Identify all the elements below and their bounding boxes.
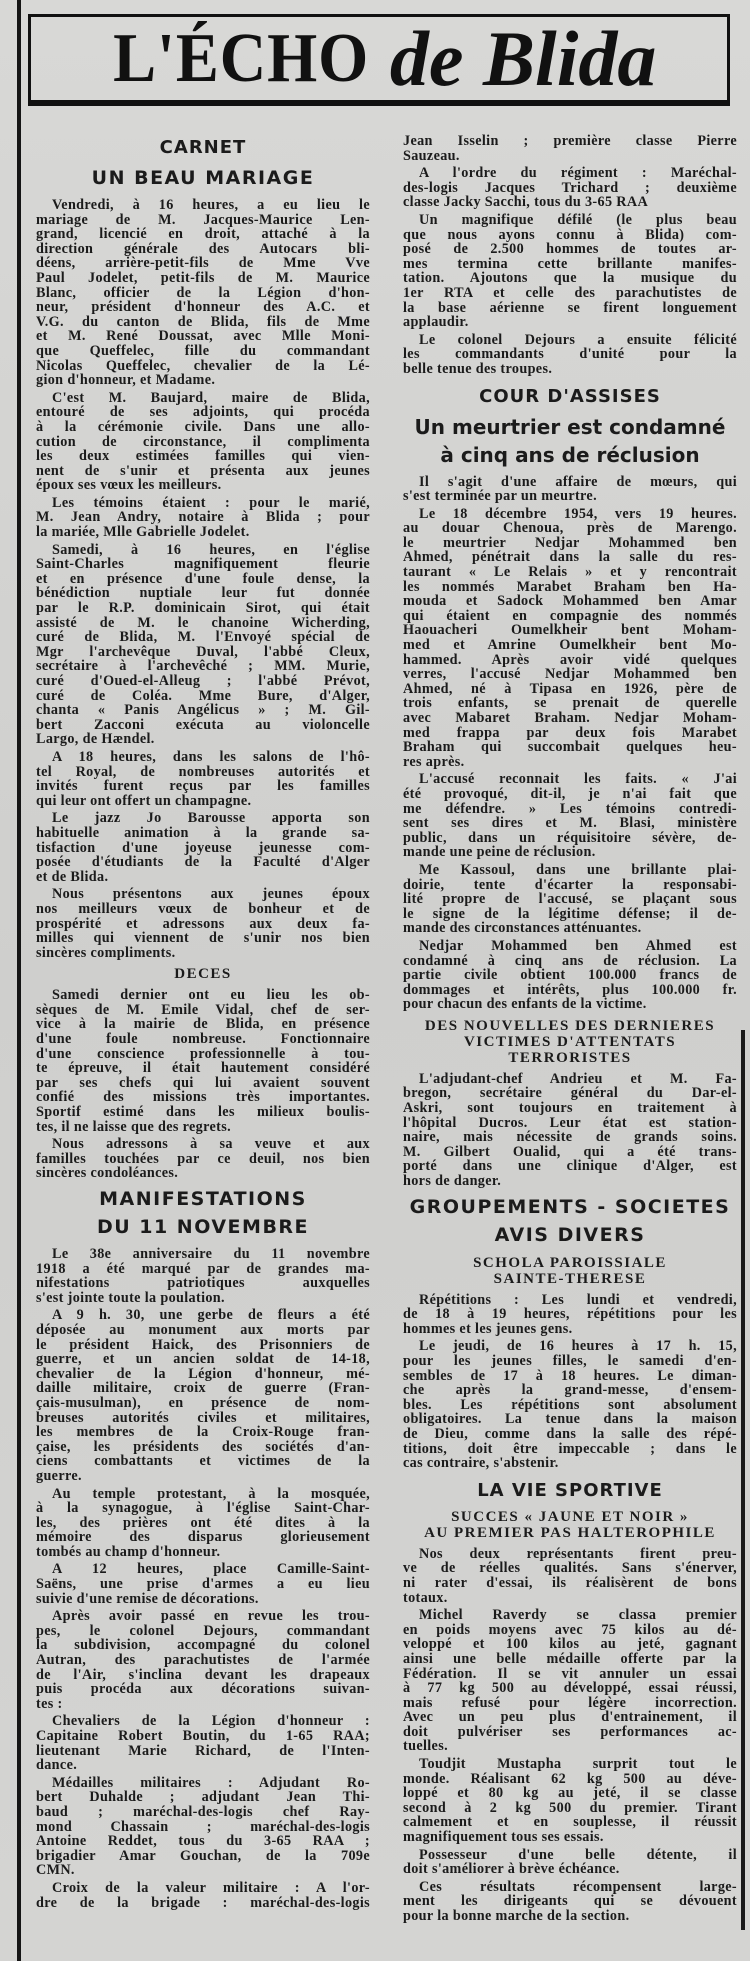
heading-line: COUR D'ASSISES: [479, 385, 661, 407]
article-heading: [403, 1193, 737, 1249]
text-line: chevalier de la Légion d'honneur, mé-: [36, 1366, 370, 1382]
article-paragraph: [36, 1308, 370, 1483]
text-line: sincères compliments.: [36, 945, 176, 961]
text-line: V.G. du canton de Blida, fils de Mme: [36, 314, 370, 330]
text-line: Répétitions : Les lundi et vendredi,: [419, 1292, 737, 1308]
text-line: me défendre. » Les témoins contredi-: [403, 801, 737, 817]
text-line: entouré de ses adjoints, qui procéda: [36, 405, 370, 420]
article-paragraph: [403, 1293, 737, 1337]
text-line: Largo, de Hændel.: [36, 732, 155, 747]
text-line: à 77 kg 500 au développé, essai réussi,: [403, 1681, 737, 1696]
text-line: Possesseur d'une belle détente, il: [419, 1847, 737, 1863]
text-line: nent de s'unir et présenta aux jeunes: [36, 463, 370, 479]
heading-line: MANIFESTATIONS: [99, 1188, 307, 1210]
text-line: mes termina cette brillante manifes-: [403, 256, 737, 272]
text-line: cution de circonstance, il complimenta: [36, 434, 370, 450]
text-line: curé de Blida, M. l'Envoyé spécial de: [36, 630, 370, 645]
column-rule-right: [741, 1030, 745, 1930]
text-line: s'est jointe toute la poulation.: [36, 1290, 225, 1306]
text-line: secrétaire à l'archevêché ; MM. Murie,: [36, 659, 370, 674]
article-paragraph: [403, 1757, 737, 1845]
article-heading: [403, 1018, 737, 1066]
text-line: habituelle animation à la grande sa-: [36, 825, 370, 841]
text-line: tombés au champ d'honneur.: [36, 1544, 221, 1560]
text-line: pes, le colonel Dejours, commandant: [36, 1623, 370, 1639]
heading-line: AU PREMIER PAS HALTEROPHILE: [424, 1524, 716, 1541]
article-heading: [36, 1185, 370, 1241]
text-line: prospérité et adressons aux deux fa-: [36, 916, 370, 932]
heading-line: TERRORISTES: [508, 1049, 632, 1066]
text-line: Michel Raverdy se classa premier: [419, 1608, 737, 1623]
text-line: Le 38e anniversaire du 11 novembre: [52, 1247, 370, 1262]
text-line: Ahmed, pénétrait dans la salle du res-: [403, 550, 737, 566]
text-line: des-logis Jacques Trichard ; deuxième: [403, 180, 737, 196]
text-line: curé d'Oued-el-Alleug ; l'abbé Prévot,: [36, 674, 370, 689]
text-line: applaudir.: [403, 315, 469, 330]
article-paragraph: [36, 811, 370, 884]
article-paragraph: [36, 750, 370, 808]
article-paragraph: [403, 1072, 737, 1189]
text-line: mond Chassain ; maréchal-des-logis: [36, 1819, 370, 1835]
text-line: second à 2 kg 500 du premier. Tirant: [403, 1800, 737, 1816]
text-line: Au temple protestant, à la mosquée,: [52, 1486, 370, 1502]
text-line: les, des prières ont été dites à la: [36, 1515, 370, 1531]
text-line: avec Mabaret Braham. Nedjar Moham-: [403, 711, 737, 726]
heading-line: DU 11 NOVEMBRE: [96, 1216, 310, 1238]
text-line: CMN.: [36, 1863, 75, 1878]
text-line: Fédération. Il se vit annuler un essai: [403, 1666, 737, 1682]
text-line: Me Kassoul, dans une brillante plai-: [419, 862, 737, 878]
heading-line: UN BEAU MARIAGE: [91, 167, 315, 189]
text-line: chanta « Panis Angélicus » ; M. Gil-: [36, 703, 370, 718]
article-paragraph: [36, 1609, 370, 1711]
text-line: tel Royal, de nombreuses autorités et: [36, 764, 370, 780]
text-line: tation. Ajoutons que la musique du: [403, 271, 737, 286]
article-heading: [36, 164, 370, 192]
text-line: bert Zacconi exécuta au violoncelle: [36, 717, 370, 733]
text-line: et en présence d'une foule dense, la: [36, 571, 370, 587]
text-line: magnifiquement tous ses essais.: [403, 1830, 604, 1845]
text-line: le signe de la légitime défense; il de-: [403, 906, 737, 922]
article-paragraph: [36, 1247, 370, 1305]
text-line: lieutenant Marie Richard, de l'Inten-: [36, 1743, 370, 1759]
text-line: pour la bonne marche de la section.: [403, 1909, 630, 1924]
text-line: L'accusé reconnait les faits. « J'ai: [419, 772, 737, 787]
text-line: posé de 2.500 hommes de toutes ar-: [403, 242, 737, 257]
text-line: époux ses vœux les meilleurs.: [36, 478, 222, 493]
article-heading: [36, 136, 370, 160]
text-line: Vendredi, à 16 heures, a eu lieu le: [52, 198, 370, 213]
text-line: brigadier Amar Gouchan, de la 709e: [36, 1848, 370, 1864]
text-line: et M. René Doussat, avec Mlle Moni-: [36, 329, 370, 344]
text-line: te épreuve, il était hautement considéré: [36, 1061, 370, 1076]
text-line: cas contraire, s'abstenir.: [403, 1456, 559, 1471]
text-line: nifestations patriotiques auxquelles: [36, 1276, 370, 1291]
text-line: tuelles.: [403, 1739, 448, 1755]
text-line: tes, il ne laisse que des regrets.: [36, 1119, 232, 1135]
text-line: obligatoires. La tenue dans la maison: [403, 1412, 737, 1427]
text-line: été provoqué, dit-il, je n'ai fait que: [403, 786, 737, 802]
article-paragraph: [403, 1880, 737, 1924]
heading-line: LA VIE SPORTIVE: [477, 1479, 663, 1501]
text-line: baud ; maréchal-des-logis chef Ray-: [36, 1804, 370, 1820]
article-paragraph: [403, 772, 737, 860]
text-line: mande des circonstances atténuantes.: [403, 921, 642, 936]
text-line: C'est M. Baujard, maire de Blida,: [52, 390, 370, 406]
text-line: de Dieu, comme dans la salle des répé-: [403, 1426, 737, 1442]
text-line: sembles de 17 à 18 heures. Le diman-: [403, 1368, 737, 1384]
text-line: le meurtrier Nedjar Mohammed ben: [403, 535, 737, 551]
text-line: par le R.P. dominicain Sirot, qui était: [36, 601, 370, 616]
text-line: taurant « Le Relais » et y rencontrait: [403, 565, 737, 580]
text-line: belle tenue des troupes.: [403, 361, 553, 377]
text-line: Paul Jodelet, petit-fils de M. Maurice: [36, 270, 370, 286]
article-heading: [403, 1509, 737, 1541]
text-line: Haouacheri Oumelkheir bent Moham-: [403, 623, 737, 639]
article-paragraph: [36, 887, 370, 960]
text-line: invités furent reçus par les familles: [36, 779, 370, 794]
text-line: mémoire des disparus glorieusement: [36, 1530, 370, 1545]
text-line: lité propre de l'accusé, se plaçant sous: [403, 892, 737, 907]
text-line: çais-musulman), en présence de nom-: [36, 1395, 370, 1411]
text-line: A 12 heures, place Camille-Saint-: [52, 1562, 370, 1578]
article-paragraph: [403, 134, 737, 163]
text-line: bert Duhalde ; adjudant Jean Thi-: [36, 1790, 370, 1805]
text-line: le président Haick, des Prisonniers de: [36, 1337, 370, 1353]
text-line: d'une foule nombreuse. Fonctionnaire: [36, 1032, 370, 1047]
text-line: nos meilleurs vœux de bonheur et de: [36, 901, 370, 917]
text-line: Sauzeau.: [403, 148, 460, 164]
article-paragraph: [403, 1608, 737, 1754]
text-line: Après avoir passé en revue les trou-: [52, 1609, 370, 1624]
text-line: Les témoins étaient : pour le marié,: [52, 495, 370, 511]
text-line: bénédiction nuptiale leur fut donnée: [36, 586, 370, 602]
text-line: ainsi une belle médaille offerte par la: [403, 1651, 737, 1667]
text-line: posée d'étudiants de la Faculté d'Alger: [36, 855, 370, 870]
article-paragraph: [403, 475, 737, 504]
text-line: che après la grand-messe, d'ensem-: [403, 1383, 737, 1398]
text-line: la subdivision, accompagné du colonel: [36, 1638, 370, 1654]
text-line: Antoine Reddet, tous du 3-65 RAA ;: [36, 1834, 370, 1849]
text-line: les membres de la Croix-Rouge fran-: [36, 1425, 370, 1440]
text-line: mouda et Sadock Mohammed ben Amar: [403, 594, 737, 609]
text-line: bles. Les répétitions sont absolument: [403, 1397, 737, 1413]
text-line: déens, arrière-petit-fils de Mme Vve: [36, 256, 370, 271]
text-line: neur, président d'honneur des A.C. et: [36, 300, 370, 315]
text-line: Nous présentons aux jeunes époux: [52, 887, 370, 902]
text-line: L'adjudant-chef Andrieu et M. Fa-: [419, 1071, 737, 1087]
heading-line: SUCCES « JAUNE ET NOIR »: [451, 1508, 689, 1525]
text-line: Nos deux représentants firent preu-: [419, 1546, 737, 1562]
text-line: med et Amrine Oumelkheir bent Mo-: [403, 638, 737, 653]
text-line: Un magnifique défilé (le plus beau: [419, 212, 737, 228]
text-line: de 18 à 19 heures, répétitions pour les: [403, 1307, 737, 1322]
text-line: Askri, sont toujours en traitement à: [403, 1101, 737, 1116]
text-line: Le colonel Dejours a ensuite félicité: [419, 332, 737, 348]
article-paragraph: [403, 333, 737, 377]
text-line: familles touchées par ce deuil, nos bien: [36, 1151, 370, 1167]
text-line: dommages et intérêts, plus 100.000 fr.: [403, 982, 737, 998]
text-line: Toudjit Mustapha surprit tout le: [419, 1757, 737, 1772]
text-line: au douar Chenoua, près de Marengo.: [403, 521, 737, 536]
text-line: verres, l'accusé Nedjar Mohammed ben: [403, 667, 737, 682]
article-paragraph: [403, 507, 737, 770]
column-rule-left: [17, 0, 21, 1961]
text-line: que Queffelec, fille du commandant: [36, 343, 370, 359]
text-line: A 9 h. 30, une gerbe de fleurs a été: [52, 1308, 370, 1323]
text-line: partie civile obtient 100.000 francs de: [403, 968, 737, 983]
text-line: calmement et en souplesse, il réussit: [403, 1815, 737, 1831]
text-line: les deux estimées familles qui vien-: [36, 449, 370, 464]
text-line: mande une peine de réclusion.: [403, 845, 596, 860]
article-paragraph: [403, 1547, 737, 1605]
text-line: puis procéda aux décorations suivan-: [36, 1682, 370, 1697]
text-line: res après.: [403, 754, 465, 770]
text-line: Nicolas Queffelec, chevalier de la Lé-: [36, 358, 370, 374]
article-paragraph: [36, 496, 370, 540]
text-line: Samedi dernier ont eu lieu les ob-: [52, 988, 370, 1003]
text-line: loppé et 80 kg au jeté, il se classe: [403, 1786, 737, 1801]
article-paragraph: [36, 1776, 370, 1878]
text-line: Chevaliers de la Légion d'honneur :: [52, 1714, 370, 1729]
heading-line: à cinq ans de réclusion: [440, 442, 700, 467]
text-line: en poids moyens avec 75 kilos au dé-: [403, 1622, 737, 1638]
text-line: tes :: [36, 1696, 63, 1712]
text-line: naire, mais nécessite de grands soins.: [403, 1130, 737, 1145]
article-paragraph: [403, 863, 737, 936]
text-line: d'une conscience professionnelle à tou-: [36, 1046, 370, 1062]
text-line: assisté de M. le chanoine Wicherding,: [36, 615, 370, 631]
heading-line: CARNET: [159, 137, 247, 158]
heading-line: DES NOUVELLES DES DERNIERES: [424, 1017, 716, 1034]
article-paragraph: [403, 1339, 737, 1470]
text-line: ni rater d'essai, ils réalisèrent de bons: [403, 1575, 737, 1591]
text-line: guerre.: [36, 1468, 82, 1484]
text-line: A l'ordre du régiment : Maréchal-: [419, 166, 737, 181]
text-line: mariage de M. Jacques-Maurice Len-: [36, 212, 370, 228]
article-heading: [403, 385, 737, 409]
text-line: Saint-Charles magnifiquement fleurie: [36, 557, 370, 572]
article-paragraph: [403, 213, 737, 330]
text-line: Il s'agit d'une affaire de mœurs, qui: [419, 474, 737, 490]
text-line: hors de danger.: [403, 1174, 502, 1189]
text-line: par ses chefs qui lui avaient souvent: [36, 1075, 370, 1091]
text-line: gion d'honneur, et Madame.: [36, 373, 216, 388]
text-line: Nedjar Mohammed ben Ahmed est: [419, 938, 737, 954]
text-line: dre de la brigade : maréchal-des-logis: [36, 1895, 370, 1911]
text-line: les nommés Marabet Braham ben Ha-: [403, 579, 737, 595]
text-line: Sportif estimé dans les milieux boulis-: [36, 1105, 370, 1120]
text-line: la mariée, Mlle Gabrielle Jodelet.: [36, 525, 250, 540]
text-line: à la cérémonie civile. Dans une allo-: [36, 419, 370, 435]
text-line: condamné à cinq ans de réclusion. La: [403, 953, 737, 969]
text-line: med frappa par deux fois Marabet: [403, 725, 737, 741]
text-line: suivie d'une remise de décorations.: [36, 1591, 259, 1607]
text-line: Avec un peu plus d'entrainement, il: [403, 1710, 737, 1725]
text-line: confié des missions très importantes.: [36, 1090, 370, 1106]
text-line: Autran, des parachutistes de l'armée: [36, 1653, 370, 1668]
heading-line: Un meurtrier est condamné: [414, 414, 726, 439]
text-line: monde. Réalisant 62 kg 500 au déve-: [403, 1771, 737, 1787]
text-line: hammed. Après avoir vidé quelques: [403, 652, 737, 668]
article-paragraph: [36, 988, 370, 1134]
text-line: Braham qui succombait quelques heu-: [403, 740, 737, 755]
text-line: veloppé et 100 kilos au jeté, gagnant: [403, 1637, 737, 1652]
article-paragraph: [36, 1881, 370, 1910]
text-line: Jean Isselin ; première classe Pierre: [403, 134, 737, 149]
text-line: sincères condoléances.: [36, 1166, 179, 1181]
text-line: breuses autorités civiles et militaires,: [36, 1410, 370, 1426]
heading-line: VICTIMES D'ATTENTATS: [463, 1033, 677, 1050]
text-line: la base aérienne se firent longuement: [403, 300, 737, 316]
text-line: Samedi, à 16 heures, en l'église: [52, 542, 370, 558]
masthead-title-script: de Blida: [389, 14, 657, 102]
text-line: totaux.: [403, 1590, 448, 1606]
text-line: Saëns, une prise d'armes a eu lieu: [36, 1577, 370, 1592]
text-line: vice à la mairie de Blida, en présence: [36, 1017, 370, 1033]
text-line: doit s'améliorer à brève échéance.: [403, 1862, 620, 1877]
text-line: à la synagogue, à l'église Saint-Char-: [36, 1501, 370, 1516]
text-line: curé de Coléa. Mme Bure, d'Alger,: [36, 688, 370, 704]
text-line: ment les dirigeants qui se dévouent: [403, 1894, 737, 1909]
text-line: l'hôpital Ducros. Leur état est station-: [403, 1115, 737, 1131]
article-paragraph: [36, 1487, 370, 1560]
text-line: les commandants d'unité pour la: [403, 347, 737, 362]
text-line: Médailles militaires : Adjudant Ro-: [52, 1775, 370, 1791]
text-line: et de Blida.: [36, 869, 109, 885]
article-paragraph: [36, 198, 370, 388]
text-line: Le 18 décembre 1954, vers 19 heures.: [419, 506, 737, 522]
text-line: porté dans une clinique d'Alger, est: [403, 1159, 737, 1175]
text-line: trois enfants, se prenait de querelle: [403, 696, 737, 711]
text-line: bregon, secrétaire général du Dar-el-: [403, 1086, 737, 1102]
text-line: M. Jean Andry, notaire à Blida ; pour: [36, 510, 370, 526]
article-heading: [36, 966, 370, 982]
text-line: tisfaction d'une joyeuse jeunesse com-: [36, 840, 370, 856]
article-paragraph: [403, 939, 737, 1012]
text-line: pour chacun des enfants de la victime.: [403, 997, 647, 1012]
text-line: guerre, et un ancien soldat de 14-18,: [36, 1352, 370, 1367]
article-heading: [403, 413, 737, 469]
article-paragraph: [36, 391, 370, 493]
text-line: daille militaire, croix de guerre (Fran-: [36, 1381, 370, 1396]
text-line: de l'Air, s'inclina devant les drapeaux: [36, 1667, 370, 1683]
text-line: doirie, tente d'écarter la responsabi-: [403, 877, 737, 893]
article-paragraph: [36, 1137, 370, 1181]
text-line: public, dans un réquisitoire sévère, de-: [403, 830, 737, 846]
article-paragraph: [36, 1714, 370, 1772]
article-heading: [403, 1255, 737, 1287]
left-column: [36, 128, 370, 1910]
text-line: M. Gilbert Oualid, qui a été trans-: [403, 1144, 737, 1160]
text-line: dance.: [36, 1758, 78, 1773]
heading-line: AVIS DIVERS: [494, 1223, 646, 1246]
text-line: çaise, les présidents des sociétés d'an-: [36, 1439, 370, 1455]
text-line: sent ses dires et M. Blasi, ministère: [403, 816, 737, 831]
text-line: hommes et les jeunes gens.: [403, 1321, 573, 1337]
masthead: [28, 14, 730, 106]
text-line: doit pulvériser ses performances ac-: [403, 1724, 737, 1740]
text-line: A 18 heures, dans les salons de l'hô-: [52, 749, 370, 765]
text-line: déposée au monument aux morts par: [36, 1322, 370, 1338]
heading-line: GROUPEMENTS - SOCIETES: [409, 1195, 731, 1218]
text-line: Ahmed, né à Tipasa en 1926, père de: [403, 681, 737, 697]
text-line: direction générale des Autocars bli-: [36, 241, 370, 257]
text-line: Le jeudi, de 16 heures à 17 h. 15,: [419, 1339, 737, 1354]
text-line: Le jazz Jo Barousse apporta son: [52, 811, 370, 826]
text-line: Blanc, officier de la Légion d'hon-: [36, 285, 370, 301]
text-line: ve de réelles qualités. Sans s'énerver,: [403, 1561, 737, 1576]
article-paragraph: [36, 543, 370, 747]
text-line: Capitaine Robert Boutin, du 1-65 RAA;: [36, 1729, 370, 1744]
text-line: pour les jeunes filles, le samedi d'en-: [403, 1354, 737, 1369]
heading-line: SAINTE-THERESE: [493, 1270, 647, 1287]
text-line: sèques de M. Emile Vidal, chef de ser-: [36, 1002, 370, 1018]
text-line: 1er RTA et celle des parachutistes de: [403, 285, 737, 301]
text-line: Ces résultats récompensent large-: [419, 1879, 737, 1895]
heading-line: DECES: [174, 966, 232, 983]
text-line: Croix de la valeur militaire : A l'or-: [52, 1880, 370, 1896]
text-line: qui étaient en compagnie des nommés: [403, 608, 737, 624]
text-line: mais refusé pour légère incorrection.: [403, 1695, 737, 1711]
text-line: qui leur ont offert un champagne.: [36, 793, 252, 809]
masthead-title-main: L'ÉCHO: [112, 19, 369, 97]
heading-line: SCHOLA PAROISSIALE: [473, 1254, 667, 1271]
text-line: milles qui viennent de s'unir nos bien: [36, 931, 370, 946]
text-line: 1918 a été marqué par de grandes ma-: [36, 1261, 370, 1277]
text-line: ciens combattants et victimes de la: [36, 1454, 370, 1469]
article-paragraph: [403, 166, 737, 210]
text-line: s'est terminée par un meurtre.: [403, 489, 597, 504]
text-line: Nous adressons à sa veuve et aux: [52, 1137, 370, 1152]
article-paragraph: [403, 1848, 737, 1877]
text-line: titions, doit être impeccable ; dans le: [403, 1441, 737, 1457]
article-heading: [403, 1479, 737, 1503]
text-line: que nous ayons connu à Blida) com-: [403, 227, 737, 243]
right-column: [403, 131, 737, 1924]
text-line: classe Jacky Sacchi, tous du 3-65 RAA: [403, 195, 649, 210]
text-line: Mgr l'archevêque Duval, l'abbé Cleux,: [36, 644, 370, 660]
text-line: grand, licencié en droit, attaché à la: [36, 227, 370, 242]
article-paragraph: [36, 1562, 370, 1606]
